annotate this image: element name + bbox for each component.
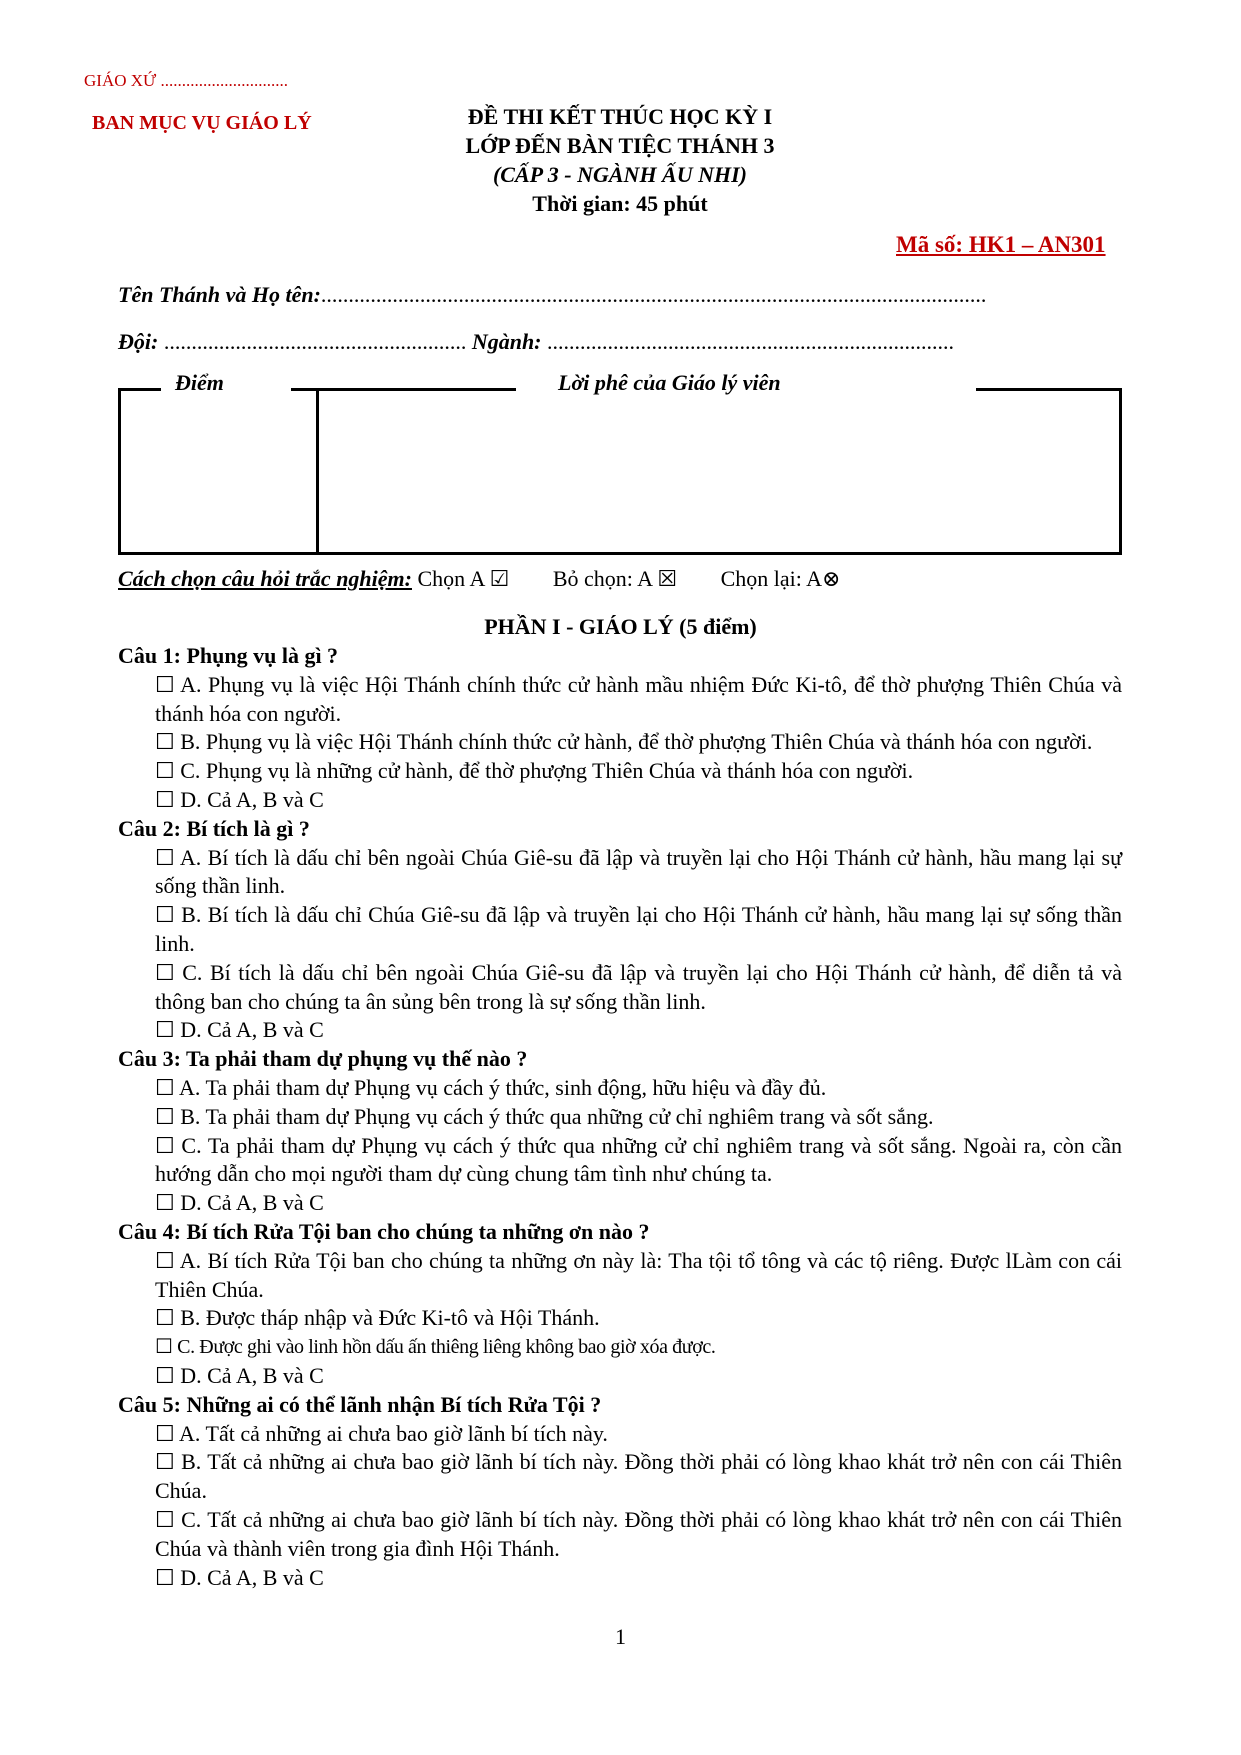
question-text: Câu 2: Bí tích là gì ? bbox=[118, 815, 310, 841]
question-text: Câu 3: Ta phải tham dự phụng vụ thế nào ? bbox=[118, 1046, 528, 1072]
team-label: Đội: bbox=[118, 329, 159, 354]
duration-line: Thời gian: 45 phút bbox=[532, 191, 708, 216]
comment-label: Lời phê của Giáo lý viên bbox=[558, 370, 781, 395]
question-list bbox=[118, 642, 1122, 1592]
name-field[interactable] bbox=[118, 282, 986, 308]
question-4 bbox=[118, 1218, 1122, 1391]
score-label: Điểm bbox=[175, 370, 224, 395]
branch-label: Ngành: bbox=[471, 329, 542, 354]
question-1 bbox=[118, 642, 1122, 815]
instructions-label: Cách chọn câu hỏi trắc nghiệm: bbox=[118, 566, 412, 591]
option-b[interactable]: ☐ B. Bí tích là dấu chỉ Chúa Giê-su đã lập và truyền lại cho Hội Thánh cử hành, hầu mang lại sự sống thần linh. bbox=[155, 902, 1122, 956]
option-a[interactable]: ☐ A. Ta phải tham dự Phụng vụ cách ý thức, sinh động, hữu hiệu và đầy đủ. bbox=[155, 1074, 827, 1100]
rechoose-instruction: Chọn lại: A⊗ bbox=[720, 566, 841, 591]
option-c[interactable]: ☐ C. Tất cả những ai chưa bao giờ lãnh bí tích này. Đồng thời phải có lòng khao khát trở nên con cái Thiên Chúa và thành viên trong gia đình Hội Thánh. bbox=[155, 1506, 1122, 1561]
grade-box bbox=[118, 388, 1122, 555]
option-b[interactable]: ☐ B. Được tháp nhập và Đức Ki-tô và Hội Thánh. bbox=[155, 1305, 600, 1331]
name-label: Tên Thánh và Họ tên: bbox=[118, 282, 321, 307]
option-a[interactable]: ☐ A. Bí tích Rửa Tội ban cho chúng ta những ơn này là: Tha tội tổ tông và các tộ riêng. Được lLàm con cái Thiên Chúa. bbox=[155, 1247, 1122, 1302]
option-b[interactable]: ☐ B. Tất cả những ai chưa bao giờ lãnh bí tích này. Đồng thời phải có lòng khao khát trở nên con cái Thiên Chúa. bbox=[155, 1449, 1122, 1504]
exam-title-line: ĐỀ THI KẾT THÚC HỌC KỲ I bbox=[467, 104, 773, 129]
team-dots: ....................................................... bbox=[163, 329, 467, 354]
option-b[interactable]: ☐ B. Phụng vụ là việc Hội Thánh chính thức cử hành, để thờ phượng Thiên Chúa và thánh hóa con người. bbox=[155, 729, 1093, 755]
option-d[interactable]: ☐ D. Cả A, B và C bbox=[155, 786, 324, 812]
team-branch-field[interactable] bbox=[118, 329, 954, 355]
option-c[interactable]: ☐ C. Phụng vụ là những cử hành, để thờ phượng Thiên Chúa và thánh hóa con người. bbox=[155, 758, 914, 784]
choose-instruction: Chọn A ☑ bbox=[417, 566, 510, 591]
question-5 bbox=[118, 1391, 1122, 1593]
section-title: PHẦN I - GIÁO LÝ (5 điểm) bbox=[484, 614, 757, 639]
option-d[interactable]: ☐ D. Cả A, B và C bbox=[155, 1190, 324, 1216]
option-c[interactable]: ☐ C. Bí tích là dấu chỉ bên ngoài Chúa Giê-su đã lập và truyền lại cho Hội Thánh cử hành, để diễn tả và thông ban cho chúng ta ân sủng bên trong là sự sống thần linh. bbox=[155, 959, 1122, 1014]
option-c[interactable]: ☐ C. Được ghi vào linh hồn dấu ấn thiêng liêng không bao giờ xóa được. bbox=[155, 1336, 716, 1359]
exam-code: Mã số: HK1 – AN301 bbox=[896, 232, 1106, 257]
option-d[interactable]: ☐ D. Cả A, B và C bbox=[155, 1362, 324, 1388]
question-text: Câu 1: Phụng vụ là gì ? bbox=[118, 643, 339, 668]
name-dots: ......................................................................................................................... bbox=[320, 282, 987, 307]
answer-instructions bbox=[118, 566, 840, 592]
option-c[interactable]: ☐ C. Ta phải tham dự Phụng vụ cách ý thức qua những cử chỉ nghiêm trang và sốt sắng. Ngoài ra, còn cần hướng dẫn cho mọi người tham dự cùng chung tâm tình như chúng ta. bbox=[155, 1132, 1122, 1187]
branch-dots: .......................................................................... bbox=[547, 329, 955, 354]
level-title-line: (CẤP 3 - NGÀNH ẤU NHI) bbox=[492, 162, 748, 187]
page-number: 1 bbox=[615, 1624, 626, 1649]
grade-box-divider bbox=[316, 391, 319, 552]
question-text: Câu 4: Bí tích Rửa Tội ban cho chúng ta những ơn nào ? bbox=[118, 1218, 650, 1244]
parish-label: GIÁO XỨ .............................. bbox=[84, 71, 288, 90]
option-d[interactable]: ☐ D. Cả A, B và C bbox=[155, 1564, 324, 1590]
question-2 bbox=[118, 815, 1122, 1045]
ministry-label: BAN MỤC VỤ GIÁO LÝ bbox=[92, 112, 312, 134]
option-a[interactable]: ☐ A. Phụng vụ là việc Hội Thánh chính thức cử hành mầu nhiệm Đức Ki-tô, để thờ phượng Thiên Chúa và thánh hóa con người. bbox=[155, 671, 1122, 726]
question-3 bbox=[118, 1045, 1122, 1218]
option-d[interactable]: ☐ D. Cả A, B và C bbox=[155, 1017, 324, 1043]
option-b[interactable]: ☐ B. Ta phải tham dự Phụng vụ cách ý thức qua những cử chỉ nghiêm trang và sốt sắng. bbox=[155, 1103, 934, 1129]
question-text: Câu 5: Những ai có thể lãnh nhận Bí tích Rửa Tội ? bbox=[118, 1391, 602, 1417]
class-title-line: LỚP ĐẾN BÀN TIỆC THÁNH 3 bbox=[465, 133, 775, 158]
unchoose-instruction: Bỏ chọn: A ☒ bbox=[552, 566, 678, 591]
option-a[interactable]: ☐ A. Bí tích là dấu chỉ bên ngoài Chúa Giê-su đã lập và truyền lại cho Hội Thánh cử hành, hầu mang lại sự sống thần linh. bbox=[155, 844, 1122, 899]
option-a[interactable]: ☐ A. Tất cả những ai chưa bao giờ lãnh bí tích này. bbox=[155, 1420, 608, 1446]
exam-title bbox=[400, 102, 840, 218]
